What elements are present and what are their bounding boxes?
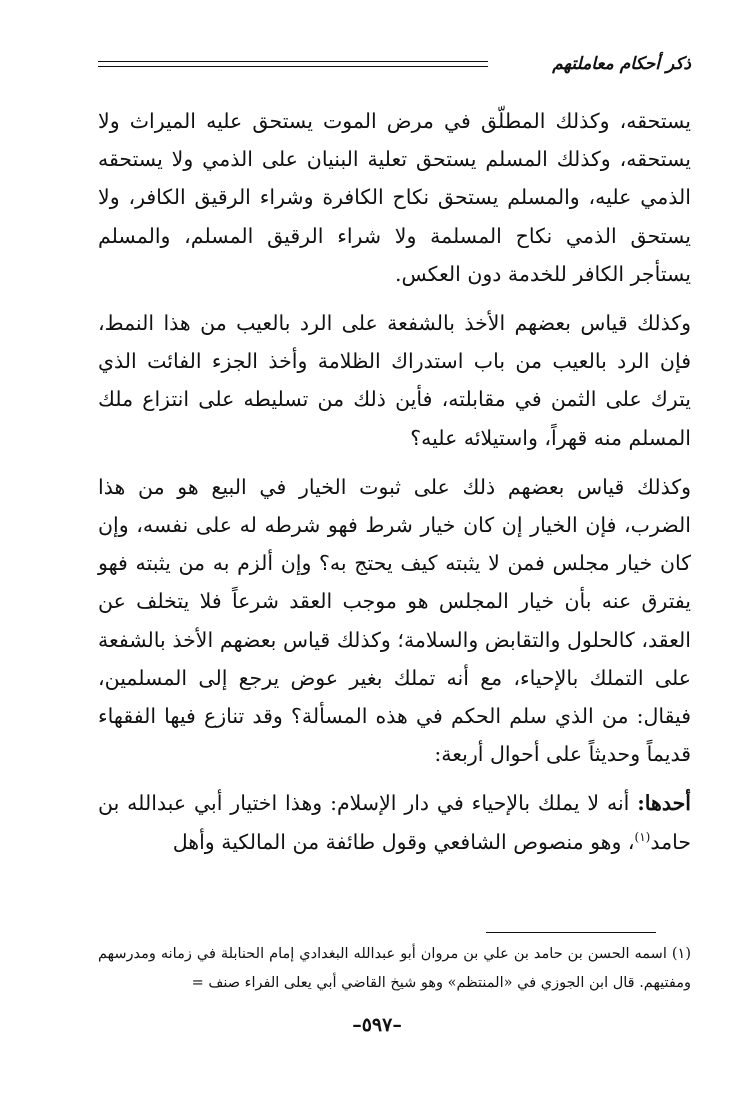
footnote-1: (١) اسمه الحسن بن حامد بن علي بن مروان أبو عبدالله البغدادي إمام الحنابلة في زمانه ومدرسهم ومفتيهم. قال ابن الجوزي في «المنتظم» وهو شيخ القاضي أبي يعلى الفراء صنف = <box>98 946 691 991</box>
paragraph-1 <box>98 102 691 293</box>
paragraph-4 <box>98 784 691 860</box>
paragraph-3 <box>98 468 691 774</box>
footnote-separator <box>486 932 656 933</box>
paragraph-text: يستحقه، وكذلك المطلّق في مرض الموت يستحق عليه الميراث ولا يستحقه، وكذلك المسلم يستحق تعلية البنيان على الذمي ولا يستحقه الذمي عليه، والمسلم يستحق نكاح الكافرة وشراء الرقيق الكافر، ولا يستحق الذمي نكاح المسلمة ولا شراء الرقيق المسلم، والمسلم يستأجر الكافر للخدمة دون العكس. <box>98 109 691 286</box>
paragraph-text: وكذلك قياس بعضهم الأخذ بالشفعة على الرد بالعيب من هذا النمط، فإن الرد بالعيب من باب استدراك الظلامة وأخذ الجزء الفائت الذي يترك على الثمن في مقابلته، فأين ذلك من تسليطه على انتزاع ملك المسلم منه قهراً، واستيلائه عليه؟ <box>98 311 691 450</box>
page-number: –٥٩٧– <box>352 1014 402 1036</box>
paragraph-2 <box>98 304 691 457</box>
footnotes <box>98 940 691 998</box>
running-header <box>98 50 691 80</box>
paragraph-text: أنه لا يملك بالإحياء في دار الإسلام: وهذا اختيار أبي عبدالله بن حامد <box>98 791 691 854</box>
header-title: ذكر أحكام معاملتهم <box>552 54 691 74</box>
header-double-rule <box>98 61 488 67</box>
footnote-reference[interactable]: (١) <box>634 829 651 844</box>
paragraph-lead: أحدها: <box>637 791 691 816</box>
paragraph-text-tail: ، وهو منصوص الشافعي وقول طائفة من المالكية وأهل <box>172 829 635 854</box>
main-text <box>98 102 691 861</box>
paragraph-text: وكذلك قياس بعضهم ذلك على ثبوت الخيار في البيع هو من هذا الضرب، فإن الخيار إن كان خيار شرط فهو شرطه له على نفسه، وإن كان خيار مجلس فمن لا يثبته كيف يحتج به؟ وإن ألزم به من يثبته فهو يفترق عنه بأن خيار المجلس هو موجب العقد شرعاً فلا يتخلف عن العقد، كالحلول والتقابض والسلامة؛ وكذلك قياس بعضهم الأخذ بالشفعة على التملك بالإحياء، مع أنه تملك بغير عوض يرجع إلى المسلمين، فيقال: من الذي سلم الحكم في هذه المسألة؟ وقد تنازع فيها الفقهاء قديماً وحديثاً على أحوال أربعة: <box>98 474 691 767</box>
